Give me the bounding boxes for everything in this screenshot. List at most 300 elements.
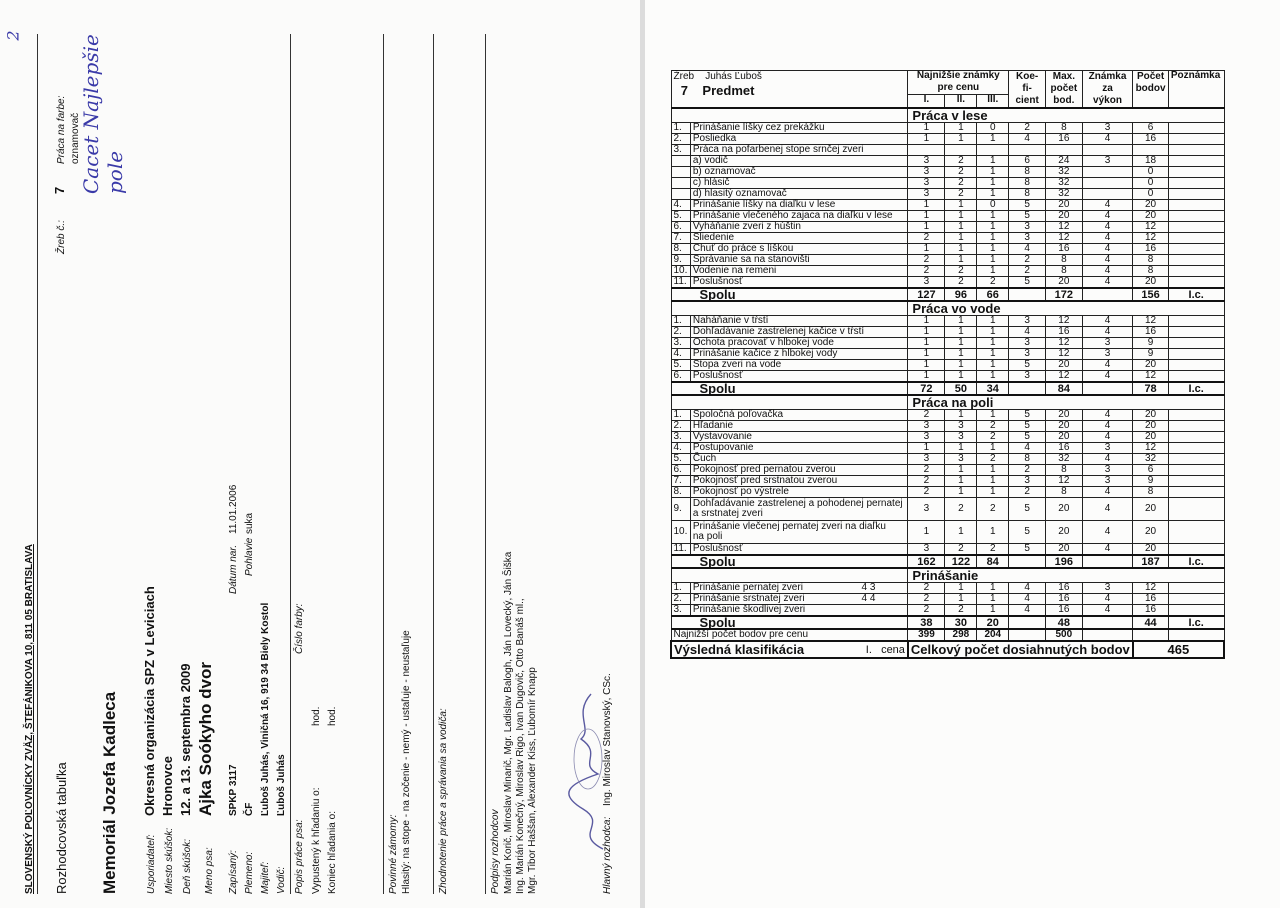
row-number: 9. [671,255,690,266]
sum-coef [1009,288,1046,301]
cell-max: 12 [1045,316,1082,327]
cell-b: 16 [1133,605,1169,617]
cell-k: 8 [1009,189,1046,200]
cell-i: 1 [908,338,945,349]
row-name-text: Vodenie na remeni [692,265,777,276]
cell-iii: 1 [977,316,1009,327]
row-number: 4. [671,349,690,360]
organizer-value: Okresná organizácia SPZ v Leviciach [142,586,157,816]
cell-note [1168,487,1224,498]
lowest-note [1168,629,1224,641]
row-name-text: Pokojnosť po výstrele [692,486,789,497]
row-name-text: Správanie sa na stanovišti [692,254,810,265]
table-row [671,421,1224,432]
cell-note [1168,316,1224,327]
prize-3-head: III. [977,95,1009,108]
cell-k: 4 [1009,594,1046,605]
cell-b: 20 [1133,277,1169,289]
row-name [690,454,908,465]
cell-ii: 1 [945,327,977,338]
cell-z: 4 [1082,410,1133,421]
section-left-blank [671,301,908,316]
cell-ii: 2 [945,178,977,189]
judges-line-2: Ing. Marián Konečný, Miroslav Rigo, Ivan Dugovič, Otto Banáš ml., [515,598,526,894]
cell-ii: 1 [945,255,977,266]
row-name [690,316,908,327]
cell-k: 5 [1009,277,1046,289]
row-number: 2. [671,421,690,432]
cell-i: 2 [908,266,945,277]
row-name-text-2: na poli [692,531,723,542]
row-number: 7. [671,233,690,244]
table-row [671,200,1224,211]
cell-b: 9 [1133,349,1169,360]
table-row [671,167,1224,178]
cell-i: 1 [908,521,945,544]
coef-head: Koe- fi- cient [1009,71,1046,109]
cell-max: 16 [1045,134,1082,145]
cell-note [1168,605,1224,617]
sum-row [671,616,1224,629]
cell-max: 8 [1045,266,1082,277]
cell-iii: 2 [977,432,1009,443]
sum-points: 78 [1133,382,1169,395]
row-number: 8. [671,244,690,255]
cell-ii: 1 [945,583,977,594]
cell-ii: 2 [945,266,977,277]
cell-iii: 2 [977,498,1009,521]
cell-note [1168,432,1224,443]
table-row [671,432,1224,443]
lot-label-head: Žreb [673,71,695,82]
section-header [671,301,1224,316]
cell-k: 2 [1009,123,1046,134]
cell-z: 4 [1082,454,1133,465]
row-name [690,327,908,338]
cell-b: 20 [1133,211,1169,222]
cell-b: 0 [1133,189,1169,200]
prize-1-head: I. [908,95,945,108]
owner-head: Juhás Ľuboš [705,71,762,82]
cell-b: 8 [1133,487,1169,498]
sum-note: I.c. [1168,382,1224,395]
lowest-i: 399 [908,629,945,641]
cell-iii: 1 [977,360,1009,371]
cell-b: 16 [1133,244,1169,255]
cell-i: 3 [908,178,945,189]
judges-line-3: Mgr. Tibor Haššan, Alexander Kiss, Ľubomír Knapp [527,667,538,894]
table-row [671,156,1224,167]
cell-z: 4 [1082,360,1133,371]
sum-ii: 122 [945,555,977,568]
row-name [690,222,908,233]
row-name [690,338,908,349]
lowest-total-label: Najnižší počet bodov pre cenu [671,629,908,641]
cell-z: 4 [1082,200,1133,211]
cell-iii: 1 [977,211,1009,222]
cell-k: 3 [1009,316,1046,327]
cell-i: 2 [908,594,945,605]
cell-max: 12 [1045,338,1082,349]
cell-i: 3 [908,544,945,556]
row-number: 6. [671,222,690,233]
row-name-text: Dohľadávanie zastrelenej a pohodenej pernatej [692,498,903,509]
sum-iii: 84 [977,555,1009,568]
section-left-blank [671,395,908,410]
cell-z: 4 [1082,255,1133,266]
cell-note [1168,443,1224,454]
cell-i: 1 [908,371,945,383]
sum-i: 162 [908,555,945,568]
cell-k: 2 [1009,487,1046,498]
subject-head: Predmet [702,83,755,98]
dog-name-value: Ajka Soókyho dvor [196,662,215,816]
cell-note [1168,266,1224,277]
row-name [690,465,908,476]
cell-iii: 1 [977,583,1009,594]
cell-b: 0 [1133,167,1169,178]
cell-k: 3 [1009,371,1046,383]
cell-b: 0 [1133,178,1169,189]
cell-max: 20 [1045,277,1082,289]
cell-i: 2 [908,255,945,266]
row-name [690,521,908,544]
table-row [671,371,1224,383]
sum-label: Spolu [671,288,908,301]
cell-iii: 2 [977,421,1009,432]
cell-max: 16 [1045,327,1082,338]
cell-k: 4 [1009,327,1046,338]
sum-max: 48 [1045,616,1082,629]
cell-max: 8 [1045,465,1082,476]
cell-iii: 1 [977,371,1009,383]
cell-k [1009,145,1046,156]
cell-iii: 1 [977,465,1009,476]
sum-points: 187 [1133,555,1169,568]
end-label: Koniec hľadania o: [327,811,338,894]
table-row [671,277,1224,289]
row-number: 6. [671,465,690,476]
cell-note [1168,156,1224,167]
table-row [671,189,1224,200]
table-row [671,465,1224,476]
cell-z: 4 [1082,316,1133,327]
birth-label: Dátum nar. [228,544,239,594]
cell-k: 3 [1009,233,1046,244]
row-name-text: a) vodič [692,155,728,166]
row-name-text: Prinášanie líšky cez prekážku [692,122,825,133]
cell-note [1168,498,1224,521]
lot-value: 7 [52,186,67,194]
section-left-blank [671,108,908,123]
row-number: 7. [671,476,690,487]
row-name [690,145,908,156]
row-number [671,189,690,200]
cell-max: 12 [1045,349,1082,360]
max-head: Max. počet bod. [1045,71,1082,109]
row-name-text: Vyháňanie zveri z húštin [692,221,801,232]
row-name-text: b) oznamovač [692,166,756,177]
cell-max: 20 [1045,521,1082,544]
cell-max [1045,145,1082,156]
cell-iii: 1 [977,410,1009,421]
cell-b: 12 [1133,583,1169,594]
row-number: 5. [671,211,690,222]
sum-i: 127 [908,288,945,301]
cell-k: 5 [1009,498,1046,521]
cell-ii: 1 [945,123,977,134]
final-row [671,641,1224,658]
table-header [671,71,1224,83]
track-label: Popis práce psa: [294,819,305,894]
cell-z: 4 [1082,211,1133,222]
final-label: Výsledná klasifikácia [674,641,805,657]
cell-ii: 2 [945,544,977,556]
row-name [690,594,908,605]
row-name [690,189,908,200]
note-head: Poznámka [1168,71,1224,109]
cell-i: 1 [908,211,945,222]
cell-ii: 1 [945,233,977,244]
cell-b: 12 [1133,371,1169,383]
cell-z: 4 [1082,222,1133,233]
lowest-total-row [671,629,1224,641]
row-name-text: Hľadanie [692,420,734,431]
row-number: 1. [671,583,690,594]
cell-z: 4 [1082,244,1133,255]
row-name [690,410,908,421]
table-row [671,244,1224,255]
cell-max: 20 [1045,410,1082,421]
cell-k: 5 [1009,211,1046,222]
cell-i: 2 [908,465,945,476]
row-number: 1. [671,316,690,327]
cell-z: 4 [1082,134,1133,145]
cell-b: 20 [1133,498,1169,521]
table-row [671,498,1224,521]
points-head: Počet bodov [1133,71,1169,109]
cell-max: 32 [1045,167,1082,178]
cell-iii: 1 [977,266,1009,277]
sex-value: suka [244,512,255,534]
row-name-text: Prinášanie kačice z hlbokej vody [692,348,838,359]
sum-ii: 96 [945,288,977,301]
row-number [671,178,690,189]
sum-i: 38 [908,616,945,629]
row-number: 3. [671,338,690,349]
cell-max: 20 [1045,544,1082,556]
cell-iii: 1 [977,476,1009,487]
cell-max: 24 [1045,156,1082,167]
date-value: 12. a 13. septembra 2009 [178,663,193,816]
cell-max: 12 [1045,371,1082,383]
date-label: Deň skúšok: [182,838,193,894]
cell-ii: 1 [945,476,977,487]
cell-ii: 2 [945,156,977,167]
cell-max: 16 [1045,594,1082,605]
cell-b: 9 [1133,338,1169,349]
cell-k: 5 [1009,200,1046,211]
cell-max: 16 [1045,244,1082,255]
lowest-max: 500 [1045,629,1082,641]
place-label: Miesto skúšok: [164,827,175,894]
cell-k: 4 [1009,605,1046,617]
cell-ii: 2 [945,277,977,289]
cell-ii: 1 [945,371,977,383]
cell-note [1168,145,1224,156]
sum-mark [1082,382,1133,395]
sum-row [671,382,1224,395]
color-work-label: Práca na farbe: [56,95,67,164]
cell-z: 4 [1082,327,1133,338]
cell-note [1168,521,1224,544]
cell-k: 4 [1009,583,1046,594]
score-table [670,70,1225,659]
cell-z: 4 [1082,498,1133,521]
cell-ii: 2 [945,605,977,617]
cell-b: 12 [1133,233,1169,244]
row-name-text: Prinášanie pernatej zveri [692,582,803,593]
cell-z [1082,178,1133,189]
lowest-iii: 204 [977,629,1009,641]
breed-value: ČF [244,802,255,816]
row-number [671,167,690,178]
cell-iii: 1 [977,222,1009,233]
place-value: Hronovce [160,756,175,816]
cell-k: 2 [1009,465,1046,476]
cell-b: 18 [1133,156,1169,167]
cell-z: 3 [1082,465,1133,476]
cell-iii: 1 [977,349,1009,360]
cell-max: 8 [1045,255,1082,266]
cell-note [1168,349,1224,360]
rotated-form [15,14,625,894]
cell-ii: 3 [945,421,977,432]
cell-b: 16 [1133,594,1169,605]
release-unit: hod. [311,706,322,726]
row-name-text: Pokojnosť pred srstnatou zverou [692,475,838,486]
cell-iii: 1 [977,594,1009,605]
sum-label: Spolu [671,616,908,629]
row-name-text: Stopa zveri na vode [692,359,782,370]
org-heading: SLOVENSKÝ POĽOVNÍCKY ZVÄZ, ŠTEFÁNIKOVA 10, 811 05 BRATISLAVA [24,544,35,894]
sum-i: 72 [908,382,945,395]
cell-note [1168,583,1224,594]
sum-mark [1082,616,1133,629]
table-row [671,476,1224,487]
row-name [690,443,908,454]
cell-i: 1 [908,360,945,371]
cell-note [1168,277,1224,289]
color-work-value: oznamovač [70,112,81,164]
lowest-points [1133,629,1169,641]
row-name [690,211,908,222]
cell-k: 4 [1009,134,1046,145]
cell-iii [977,145,1009,156]
cell-ii: 1 [945,487,977,498]
cell-note [1168,123,1224,134]
cell-z [1082,145,1133,156]
cell-k: 5 [1009,521,1046,544]
sum-iii: 66 [977,288,1009,301]
row-number: 2. [671,134,690,145]
cell-iii: 0 [977,200,1009,211]
lowest-coef [1009,629,1046,641]
cell-note [1168,371,1224,383]
row-name [690,266,908,277]
cell-i: 2 [908,410,945,421]
mandatory-label: Povinné zámomy: [388,814,399,894]
mandatory-text: Hlasitý: na stope - na zočenie - nemý - ustaľuje - neustaľuje [401,630,412,894]
birth-value: 11.01.2006 [228,484,239,534]
prize-2-head: II. [945,95,977,108]
cell-ii [945,145,977,156]
sum-points: 156 [1133,288,1169,301]
table-row [671,360,1224,371]
sum-points: 44 [1133,616,1169,629]
cell-max: 16 [1045,605,1082,617]
cell-i: 3 [908,156,945,167]
cell-k: 5 [1009,410,1046,421]
cell-ii: 2 [945,189,977,200]
cell-z: 4 [1082,605,1133,617]
cell-iii: 1 [977,487,1009,498]
cell-iii: 1 [977,605,1009,617]
table-row [671,521,1224,544]
judges-line-1: Marián Korič, Miroslav Minarič, Mgr. Ladislav Balogh, Ján Lovecký, Ján Šiška [503,551,514,894]
cell-b: 16 [1133,134,1169,145]
row-number [671,156,690,167]
sum-note: I.c. [1168,616,1224,629]
final-classification [671,641,908,658]
cell-b: 20 [1133,521,1169,544]
cell-i: 3 [908,498,945,521]
row-number: 5. [671,454,690,465]
cell-i: 1 [908,244,945,255]
cell-ii: 1 [945,443,977,454]
cell-ii: 1 [945,410,977,421]
cell-max: 32 [1045,454,1082,465]
section-title: Prinášanie [908,568,1224,583]
row-number: 4. [671,443,690,454]
cell-iii: 1 [977,167,1009,178]
cell-ii: 1 [945,244,977,255]
cell-note [1168,178,1224,189]
section-title: Práca vo vode [908,301,1224,316]
cell-k: 3 [1009,338,1046,349]
organizer-label: Usporiadateľ: [146,834,157,894]
cell-iii: 1 [977,134,1009,145]
final-prize: I. [865,643,872,656]
row-extra-marks: 4 3 [861,582,876,593]
cell-max: 32 [1045,178,1082,189]
sum-max: 84 [1045,382,1082,395]
sum-mark [1082,288,1133,301]
for-prize-head: pre cenu [908,83,1009,95]
row-name-text: Sliedenie [692,232,735,243]
cell-note [1168,410,1224,421]
cell-z: 3 [1082,338,1133,349]
row-name-text-2: a srstnatej zveri [692,508,763,519]
cell-iii: 1 [977,156,1009,167]
cell-b: 12 [1133,443,1169,454]
cell-z: 3 [1082,476,1133,487]
cell-i: 3 [908,277,945,289]
event-name: Memoriál Jozefa Kadleca [100,691,119,894]
row-number: 1. [671,410,690,421]
sum-coef [1009,616,1046,629]
row-name-text: Čuch [692,453,717,464]
